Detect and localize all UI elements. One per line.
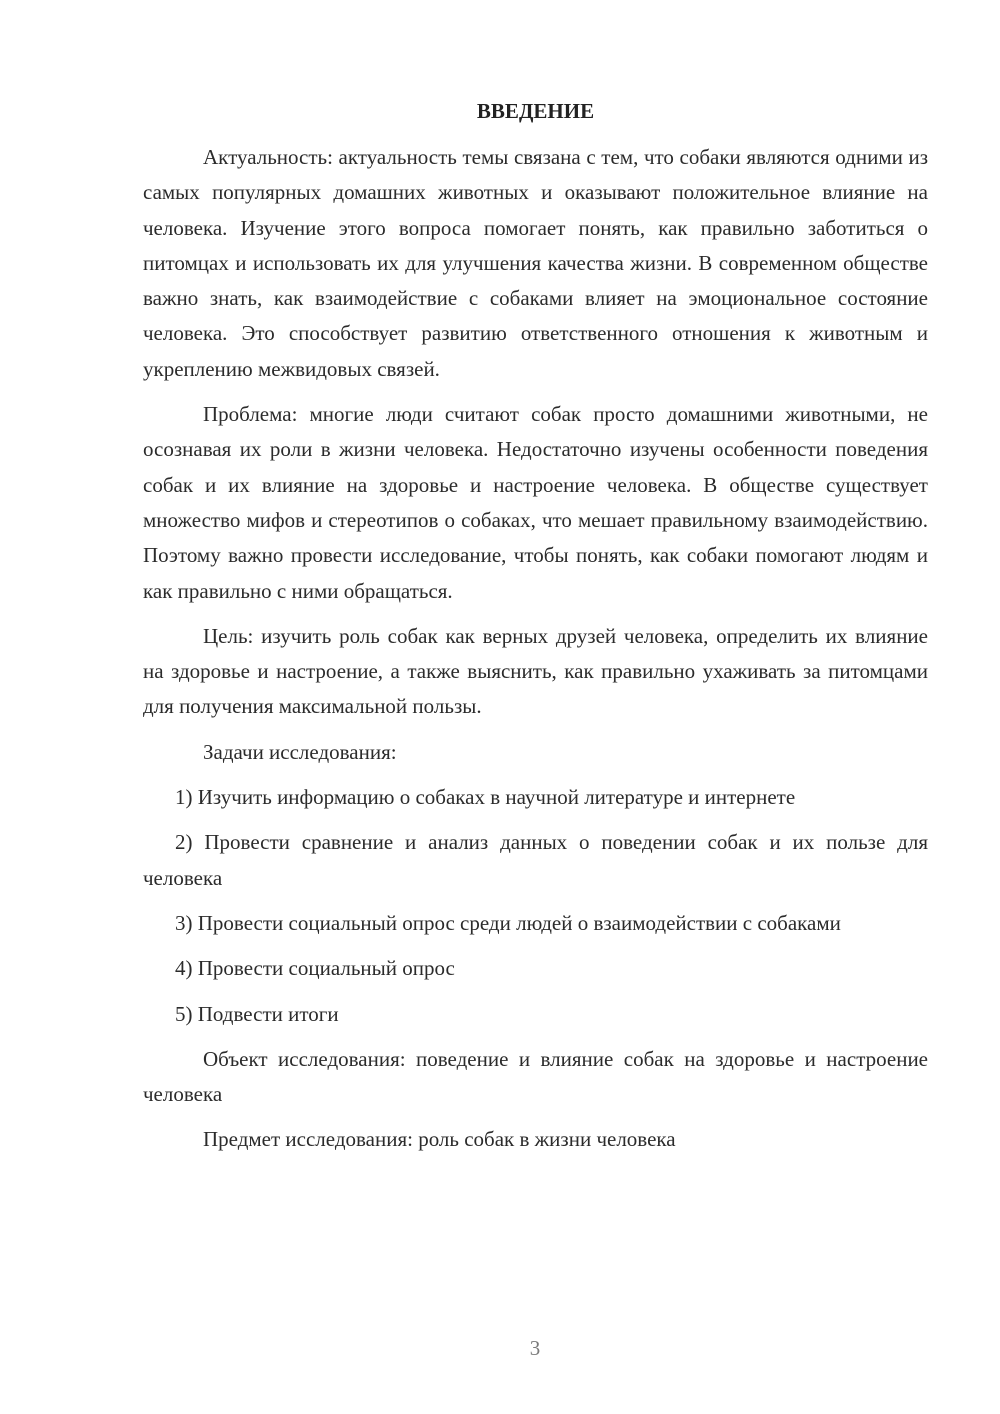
page-title: ВВЕДЕНИЕ	[476, 99, 595, 123]
task-item-5: 5) Подвести итоги	[175, 1001, 339, 1026]
research-object: Объект исследования: поведение и влияние собак на здоровье и настроение человека	[143, 1046, 928, 1107]
task-item-3: 3) Провести социальный опрос среди людей о взаимодействии с собаками	[175, 910, 841, 935]
paragraph-relevance: Актуальность: актуальность темы связана с тем, что собаки являются одними из самых популярных домашних животных и оказывают положительное влияние на человека. Изучение этого вопроса помогает понять, как правильно заботиться о питомцах и использовать их для улучшения качества жизни. В современном обществе важно знать, как взаимодействие с собаками влияет на эмоциональное состояние человека. Это способствует развитию ответственного отношения к животным и укреплению межвидовых связей.	[143, 145, 928, 381]
research-subject: Предмет исследования: роль собак в жизни человека	[203, 1127, 676, 1152]
task-item-2: 2) Провести сравнение и анализ данных о поведении собак и их пользе для человека	[143, 830, 928, 890]
task-item-4: 4) Провести социальный опрос	[175, 956, 455, 981]
page-content	[143, 96, 928, 1168]
page-number: 3	[529, 1336, 541, 1360]
paragraph-goal: Цель: изучить роль собак как верных друзей человека, определить их влияние на здоровье и настроение, а также выяснить, как правильно ухаживать за питомцами для получения максимальной пользы.	[143, 623, 928, 719]
tasks-heading: Задачи исследования:	[203, 739, 397, 764]
paragraph-problem: Проблема: многие люди считают собак просто домашними животными, не осознавая их роли в жизни человека. Недостаточно изучены особенности поведения собак и их влияние на здоровье и настроение человека. В обществе существует множество мифов и стереотипов о собаках, что мешает правильному взаимодействию. Поэтому важно провести исследование, чтобы понять, как собаки помогают людям и как правильно с ними обращаться.	[143, 402, 928, 603]
task-item-1: 1) Изучить информацию о собаках в научной литературе и интернете	[175, 785, 796, 810]
